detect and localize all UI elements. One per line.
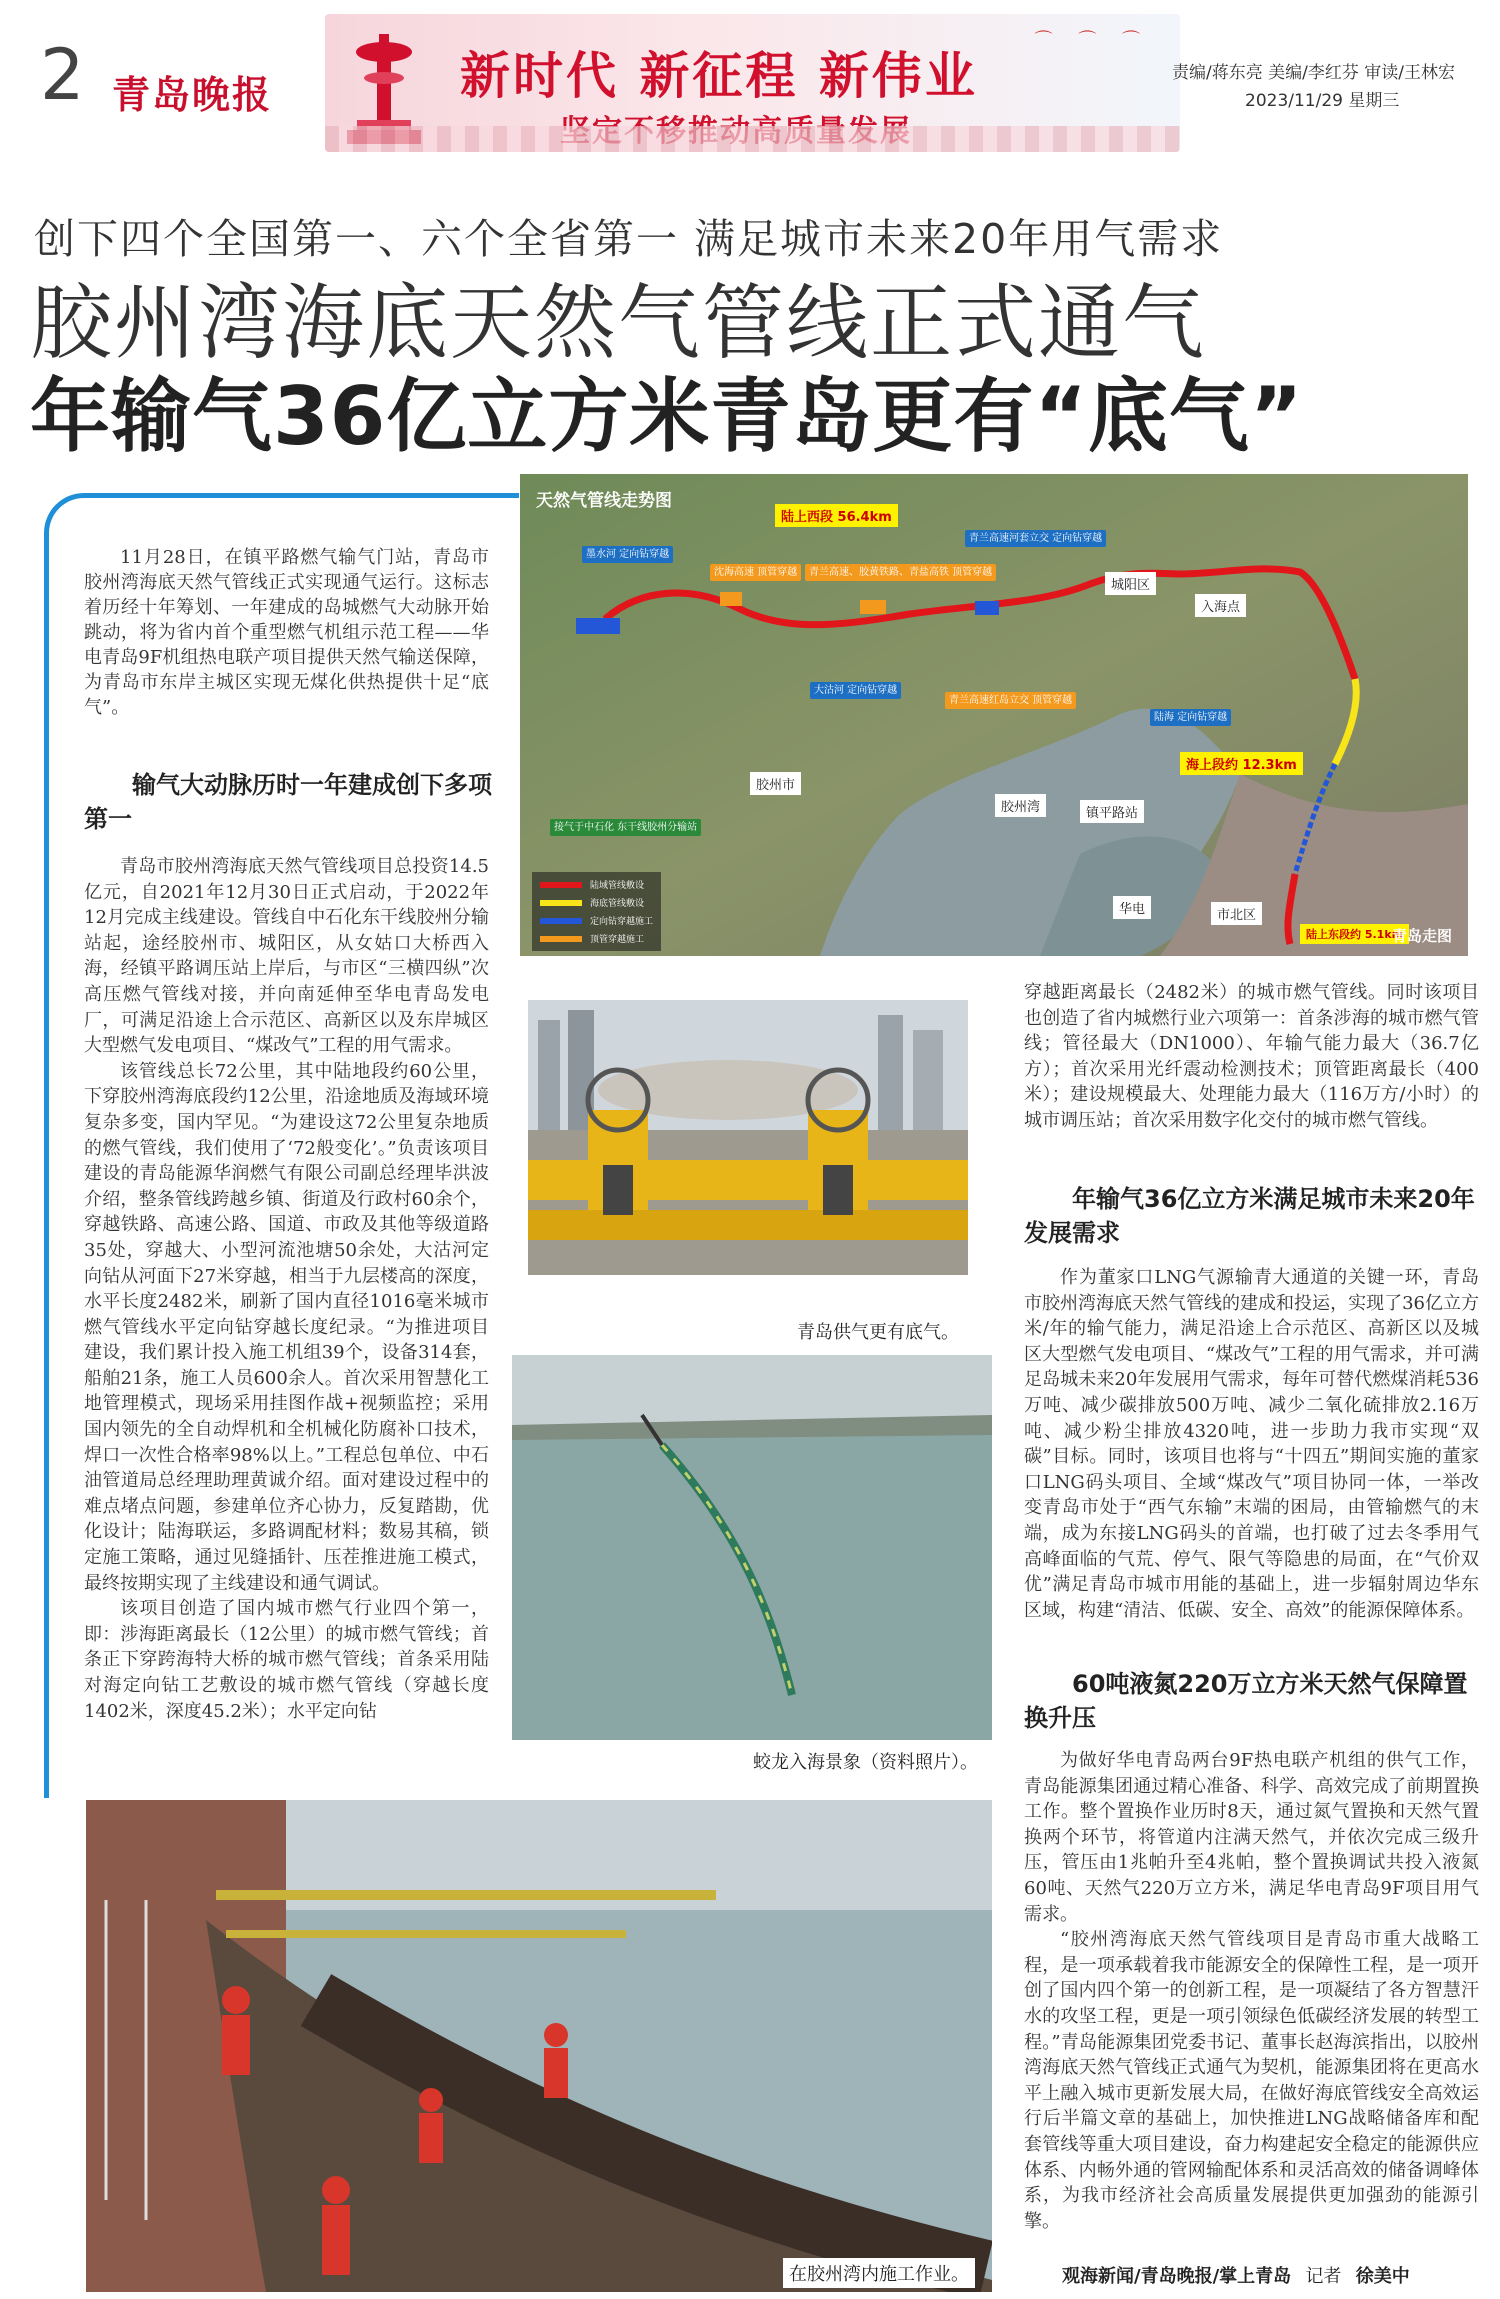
byline	[1062, 2262, 1410, 2288]
crossing-tag: 沈海高速 顶管穿越	[710, 564, 801, 581]
section-title: 60吨液氮220万立方米天然气保障置换升压	[1024, 1670, 1468, 1732]
section-body	[1024, 1265, 1479, 1623]
waves-decoration	[325, 126, 1180, 152]
kicker: 创下四个全国第一、六个全省第一 满足城市未来20年用气需求	[34, 215, 1224, 263]
section-title: 年输气36亿立方米满足城市未来20年发展需求	[1024, 1185, 1475, 1247]
banner-slogan: 新时代 新征程 新伟业	[460, 47, 978, 105]
section-body	[84, 854, 489, 1724]
subheadline: 年输气36亿立方米青岛更有“底气”	[30, 370, 1304, 463]
section-body-continued	[1024, 980, 1479, 1134]
paragraph: 穿越距离最长（2482米）的城市燃气管线。同时该项目也创造了省内城燃行业六项第一：首条涉海的城市燃气管线；管径最大（DN1000）、年输气能力最大（36.7亿方）；首次采用光纤震动检测技术；顶管距离最长（400米）；建设规模最大、处理能力最大（116万方/小时）的城市调压站；首次采用数字化交付的城市燃气管线。	[1024, 982, 1479, 1131]
legend-item: 陆域管线敷设	[540, 878, 653, 891]
place-label: 华电	[1113, 896, 1151, 919]
byline-role: 记者	[1305, 2266, 1342, 2287]
place-label: 城阳区	[1105, 572, 1156, 595]
segment-label: 陆上西段 56.4km	[775, 504, 898, 527]
crossing-tag: 陆海 定向钻穿越	[1150, 709, 1231, 726]
map-watermark: 青岛走图	[1391, 927, 1452, 945]
sea-pipeline-photo	[512, 1355, 992, 1740]
legend-item: 海底管线敷设	[540, 896, 653, 909]
lead-text: 11月28日，在镇平路燃气输气门站，青岛市胶州湾海底天然气管线正式实现通气运行。这标志着历经十年筹划、一年建成的岛城燃气大动脉开始跳动，将为省内首个重型燃气机组示范工程——华电青岛9F机组热电联产项目提供天然气输送保障，为青岛市东岸主城区实现无煤化供热提供十足“底气”。	[84, 547, 489, 718]
crossing-tag: 青兰高速红岛立交 顶管穿越	[945, 692, 1076, 709]
byline-name: 徐美中	[1355, 2266, 1410, 2287]
birds-decoration: ⌒ ⌒ ⌒	[1034, 30, 1150, 51]
legend-item: 定向钻穿越施工	[540, 914, 653, 927]
place-label: 胶州湾	[995, 794, 1046, 817]
paragraph: 青岛市胶州湾海底天然气管线项目总投资14.5亿元，自2021年12月30日正式启动，于2022年12月完成主线建设。管线自中石化东干线胶州分输站起，途经胶州市、城阳区，从女姑口大桥西入海，经镇平路调压站上岸后，与市区“三横四纵”次高压燃气管线对接，并向南延伸至华电青岛发电厂，可满足沿途上合示范区、高新区以及东岸城区大型燃气发电项目、“煤改气”工程的用气需求。	[84, 856, 489, 1057]
map-legend	[532, 872, 661, 951]
paper-name: 青岛晚报	[112, 72, 273, 117]
lead-paragraph	[84, 545, 489, 720]
photo-caption: 蛟龙入海景象（资料照片）。	[753, 1752, 978, 1773]
pipeline-map	[520, 474, 1468, 956]
place-label: 入海点	[1195, 594, 1246, 617]
crossing-tag: 接气于中石化 东干线胶州分输站	[550, 819, 701, 836]
byline-source: 观海新闻/青岛晚报/掌上青岛	[1062, 2266, 1292, 2287]
crossing-tag: 青兰高速、胶黄铁路、青盐高铁 顶管穿越	[805, 564, 996, 581]
section-title: 输气大动脉历时一年建成创下多项第一	[84, 771, 492, 833]
crossing-tag: 墨水河 定向钻穿越	[582, 546, 673, 563]
paragraph: 为做好华电青岛两台9F热电联产机组的供气工作，青岛能源集团通过精心准备、科学、高效完成了前期置换工作。整个置换作业历时8天，通过氮气置换和天然气置换两个环节，将管道内注满天然气，并依次完成三级升压，管压由1兆帕升至4兆帕，整个置换调试共投入液氮60吨、天然气220万立方米，满足华电青岛9F项目用气需求。	[1024, 1750, 1479, 1925]
photo-caption: 在胶州湾内施工作业。	[783, 2258, 975, 2288]
paragraph: 该管线总长72公里，其中陆地段约60公里，下穿胶州湾海底段约12公里，沿途地质及海域环境复杂多变，国内罕见。“为建设这72公里复杂地质的燃气管线，我们使用了‘72般变化’。”负责该项目建设的青岛能源华润燃气有限公司副总经理毕洪波介绍，整条管线跨越乡镇、街道及行政村60余个，穿越铁路、高速公路、国道、市政及其他等级道路35处，穿越大、小型河流池塘50余处，大沽河定向钻从河面下27米穿越，相当于九层楼高的深度，水平长度2482米，刷新了国内直径1016毫米城市燃气管线水平定向钻穿越长度纪录。“为推进项目建设，我们累计投入施工机组39个，设备314套，船舶21条，施工人员600余人。首次采用智慧化工地管理模式，现场采用挂图作战+视频监控；采用国内领先的全自动焊机和全机械化防腐补口技术，焊口一次性合格率98%以上。”工程总包单位、中石油管道局总经理助理黄诚介绍。面对建设过程中的难点堵点问题，参建单位齐心协力，反复踏勘，优化设计；陆海联运，多路调配材料；数易其稿，锁定施工策略，通过见缝插针、压茬推进施工模式，最终按期实现了主线建设和通气调试。	[84, 1060, 489, 1594]
bay-construction-graphic	[86, 1800, 992, 2292]
place-label: 胶州市	[750, 772, 801, 795]
legend-item: 顶管穿越施工	[540, 932, 653, 945]
paragraph: 作为董家口LNG气源输青大通道的关键一环，青岛市胶州湾海底天然气管线的建成和投运，实现了36亿立方米/年的输气能力，满足沿途上合示范区、高新区以及城区大型燃气发电项目、“煤改气”工程的用气需求，并可满足岛城未来20年发展用气需求，每年可替代燃煤消耗536万吨、减少碳排放500万吨、减少二氧化硫排放2.16万吨、减少粉尘排放4320吨，进一步助力我市实现“双碳”目标。同时，该项目也将与“十四五”期间实施的董家口LNG码头项目、全域“煤改气”项目协同一体，一举改变青岛市处于“西气东输”末端的困局，由管输燃气的末端，成为东接LNG码头的首端，也打破了过去冬季用气高峰面临的气荒、停气、限气等隐患的局面，在“气价双优”满足青岛市城市用能的基础上，进一步辐射周边华东区域，构建“清洁、低碳、安全、高效”的能源保障体系。	[1024, 1267, 1479, 1621]
crossing-tag: 大沽河 定向钻穿越	[810, 682, 901, 699]
paragraph: “胶州湾海底天然气管线项目是青岛市重大战略工程，是一项承载着我市能源安全的保障性工程，是一项开创了国内四个第一的创新工程，是一项凝结了各方智慧汗水的攻坚工程，更是一项引领绿色低碳经济发展的转型工程。”青岛能源集团党委书记、董事长赵海滨指出，以胶州湾海底天然气管线正式通气为契机，能源集团将在更高水平上融入城市更新发展大局，在做好海底管线安全高效运行后半篇文章的基础上，加快推进LNG战略储备库和配套管线等重大项目建设，奋力构建起安全稳定的能源供应体系、内畅外通的管网输配体系和灵活高效的储备调峰体系，为我市经济社会高质量发展提供更加强劲的能源引擎。	[1024, 1929, 1479, 2232]
valves-graphic	[528, 1000, 968, 1275]
place-label: 市北区	[1211, 902, 1262, 925]
segment-label: 海上段约 12.3km	[1180, 752, 1303, 775]
bay-construction-photo	[86, 1800, 992, 2292]
section-body	[1024, 1748, 1479, 2234]
place-label: 镇平路站	[1080, 800, 1144, 823]
sea-pipeline-graphic	[512, 1355, 992, 1740]
photo-caption: 青岛供气更有底气。	[797, 1322, 959, 1343]
segment-label: 陆上东段约 5.1km	[1300, 924, 1409, 944]
map-title: 天然气管线走势图	[536, 491, 672, 511]
crossing-tag: 青兰高速河套立交 定向钻穿越	[965, 530, 1106, 547]
banner	[325, 14, 1180, 152]
headline: 胶州湾海底天然气管线正式通气	[30, 276, 1207, 371]
editor-credits: 责编/蒋东亮 美编/李红芬 审读/王林宏	[1172, 63, 1455, 83]
valves-photo	[528, 1000, 968, 1275]
page-number: 2	[40, 34, 85, 116]
paragraph: 该项目创造了国内城市燃气行业四个第一，即：涉海距离最长（12公里）的城市燃气管线；首条正下穿跨海特大桥的城市燃气管线；首条采用陆对海定向钻工艺敷设的城市燃气管线（穿越长度1402米，深度45.2米）；水平定向钻	[84, 1598, 489, 1722]
publication-date: 2023/11/29 星期三	[1245, 91, 1400, 111]
